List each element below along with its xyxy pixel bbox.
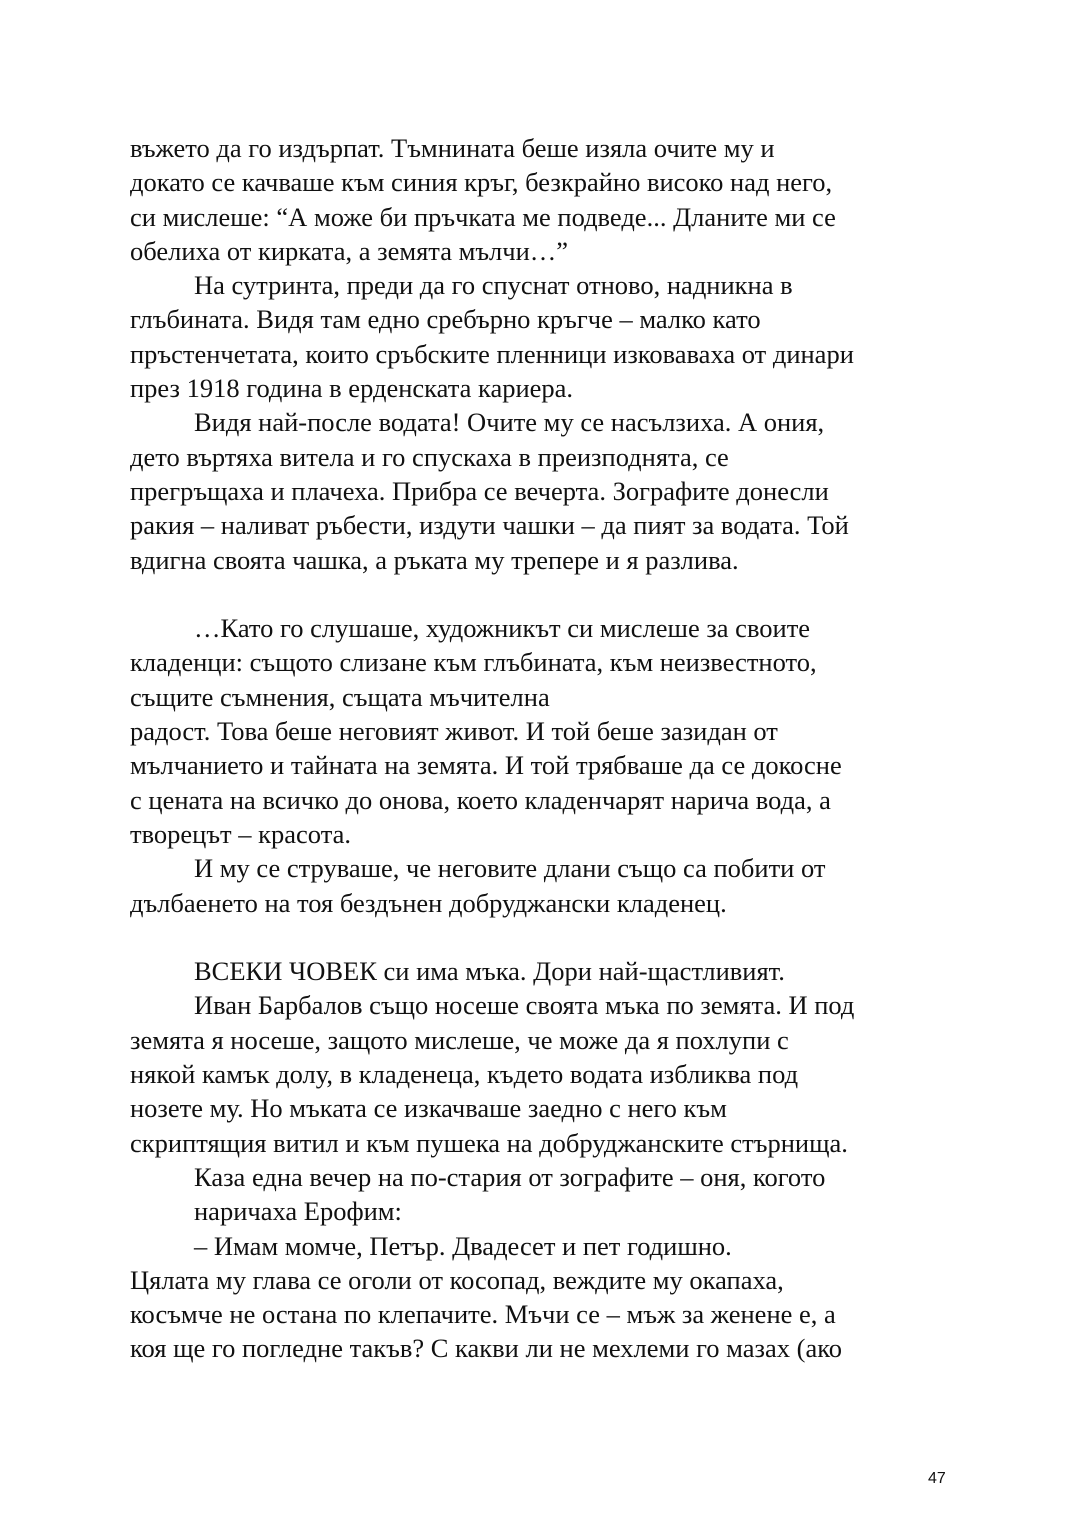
text-line: …Като го слушаше, художникът си мислеше за своите bbox=[194, 613, 811, 644]
text-line: радост. Това беше неговият живот. И той беше зазидан от bbox=[130, 716, 778, 747]
text-line: някой камък долу, в кладенеца, където водата избликва под bbox=[130, 1059, 799, 1090]
text-line: дълбаенето на тоя бездънен добруджански кладенец. bbox=[130, 887, 727, 918]
text-line: обелиха от кирката, а земята мълчи…” bbox=[130, 235, 569, 266]
text-line: вдигна своята чашка, а ръката му трепере и я разлива. bbox=[130, 544, 739, 575]
text-line: – Имам момче, Петър. Двадесет и пет годишно. bbox=[194, 1230, 732, 1261]
paragraph-gap bbox=[130, 577, 960, 611]
text-line: наричаха Ерофим: bbox=[194, 1196, 402, 1227]
text-line: косъмче не остана по клепачите. Мъчи се – мъж за женене е, а bbox=[130, 1299, 836, 1330]
text-line: дето въртяха витела и го спускаха в преизподнята, се bbox=[130, 441, 729, 472]
text-line: Каза една вечер на по-стария от зографите – оня, когото bbox=[194, 1161, 826, 1192]
text-line: си мислеше: “А може би пръчката ме подведе... Дланите ми се bbox=[130, 201, 836, 232]
text-line: Иван Барбалов също носеше своята мъка по земята. И под bbox=[194, 990, 855, 1021]
text-line: ракия – наливат ръбести, издути чашки – да пият за водата. Той bbox=[130, 510, 849, 541]
text-line: глъбината. Видя там едно сребърно кръгче – малко като bbox=[130, 304, 761, 335]
text-line: през 1918 година в ерденската кариера. bbox=[130, 373, 574, 404]
text-line: творецът – красота. bbox=[130, 818, 351, 849]
text-line: ВСЕКИ ЧОВЕК си има мъка. Дори най-щастливият. bbox=[194, 956, 785, 987]
text-line: докато се качваше към синия кръг, безкрайно високо над него, bbox=[130, 167, 833, 198]
text-line: земята я носеше, защото мислеше, че може да я похлупи с bbox=[130, 1024, 789, 1055]
text-line: И му се струваше, че неговите длани също са побити от bbox=[194, 853, 826, 884]
text-line: коя ще го погледне такъв? С какви ли не мехлеми го мазах (ако bbox=[130, 1333, 842, 1364]
text-line: Видя най-после водата! Очите му се насълзиха. А ония, bbox=[194, 407, 825, 438]
text-line: Цялата му глава се оголи от косопад, веждите му окапаха, bbox=[130, 1264, 784, 1295]
text-line: същите съмнения, същата мъчителна bbox=[130, 681, 550, 712]
text-line: нозете му. Но мъката се изкачваше заедно с него към bbox=[130, 1093, 727, 1124]
text-line: пръстенчетата, които сръбските пленници изковаваха от динари bbox=[130, 338, 854, 369]
text-line: въжето да го издърпат. Тъмнината беше изяла очите му и bbox=[130, 133, 775, 163]
body-text bbox=[130, 131, 960, 1366]
text-line: кладенци: същото слизане към глъбината, към неизвестното, bbox=[130, 647, 817, 678]
text-line: мълчанието и тайната на земята. И той трябваше да се докосне bbox=[130, 750, 842, 781]
text-line: На сутринта, преди да го спуснат отново, надникна в bbox=[194, 270, 793, 301]
text-line: с цената на всичко до онова, което кладенчарят нарича вода, а bbox=[130, 784, 831, 815]
text-line: скриптящия витил и към пушека на добруджанските стърнища. bbox=[130, 1127, 848, 1158]
page-number: 47 bbox=[928, 1470, 946, 1487]
text-line: прегръщаха и плачеха. Прибра се вечерта. Зографите донесли bbox=[130, 475, 829, 506]
paragraph-gap bbox=[130, 920, 960, 954]
